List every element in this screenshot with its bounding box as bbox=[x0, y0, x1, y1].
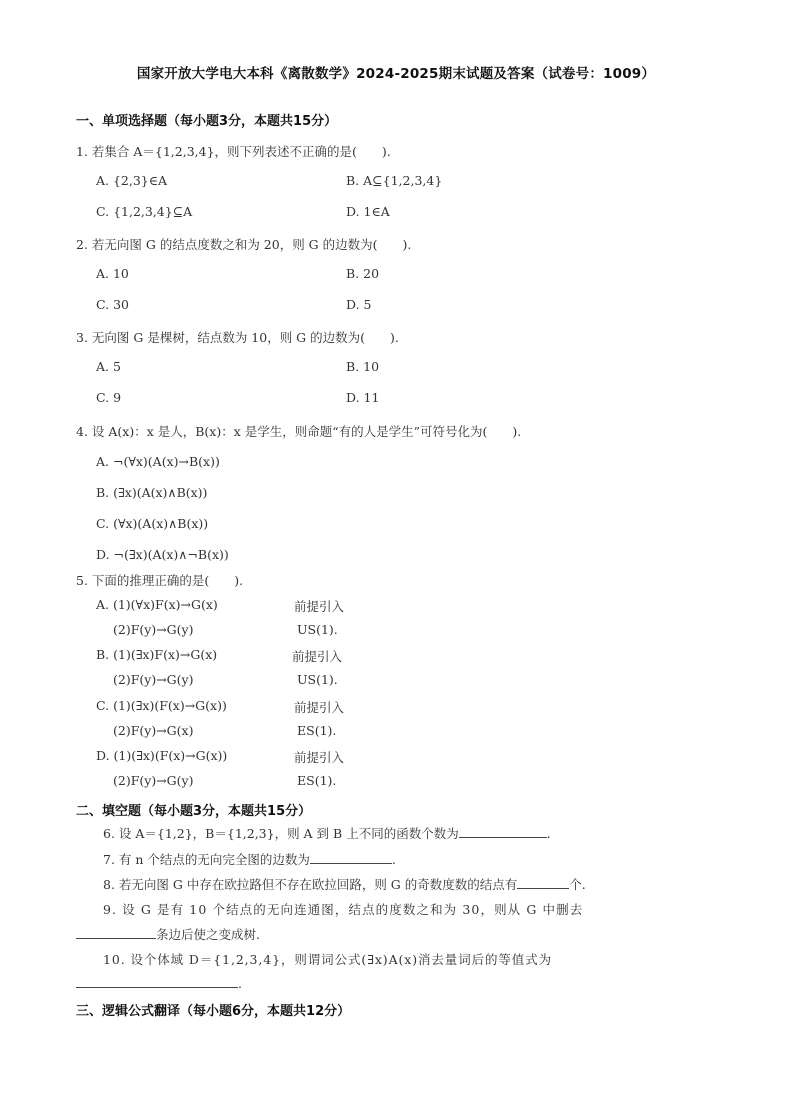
question-5-option-a-reason-1: 前提引入 bbox=[294, 599, 345, 614]
question-4-stem: 4. 设 A(x)：x 是人，B(x)：x 是学生，则命题“有的人是学生”可符号化为( ). bbox=[76, 424, 522, 439]
question-5-option-c-reason-1: 前提引入 bbox=[294, 700, 345, 715]
question-1-option-c: C. {1,2,3,4}⊆A bbox=[96, 204, 193, 219]
question-7 bbox=[103, 850, 396, 868]
question-8-end: 个. bbox=[569, 877, 586, 892]
question-5-option-d-reason-2: ES(1). bbox=[297, 773, 337, 788]
question-7-answer-blank[interactable] bbox=[310, 851, 392, 864]
question-5-option-d-reason-1: 前提引入 bbox=[294, 750, 345, 765]
question-2-option-b: B. 20 bbox=[346, 266, 380, 281]
section-heading-logic-translation: 三、逻辑公式翻译（每小题6分，本题共12分） bbox=[76, 1004, 351, 1019]
question-9-line-2 bbox=[76, 925, 260, 943]
question-5-option-b-reason-1: 前提引入 bbox=[292, 649, 343, 664]
question-9-end: 条边后使之变成树. bbox=[156, 927, 260, 942]
question-2-stem: 2. 若无向图 G 的结点度数之和为 20，则 G 的边数为( ). bbox=[76, 237, 412, 252]
question-4-option-a: A. ¬(∀x)(A(x)→B(x)) bbox=[96, 454, 220, 469]
question-3-stem: 3. 无向图 G 是棵树，结点数为 10，则 G 的边数为( ). bbox=[76, 330, 399, 345]
question-3-option-a: A. 5 bbox=[96, 359, 121, 374]
question-7-text: 7. 有 n 个结点的无向完全图的边数为 bbox=[103, 852, 310, 867]
question-9-line-1: 9. 设 G 是有 10 个结点的无向连通图，结点的度数之和为 30，则从 G 中删去 bbox=[103, 902, 584, 917]
question-1-stem: 1. 若集合 A＝{1,2,3,4}，则下列表述不正确的是( ). bbox=[76, 144, 391, 159]
question-7-end: . bbox=[391, 852, 396, 867]
question-8-answer-blank[interactable] bbox=[517, 876, 569, 889]
question-6-end: . bbox=[546, 826, 551, 841]
question-8-text: 8. 若无向图 G 中存在欧拉路但不存在欧拉回路，则 G 的奇数度数的结点有 bbox=[103, 877, 518, 892]
question-5-option-c-step-2: (2)F(y)→G(x) bbox=[113, 723, 194, 738]
question-1-option-b: B. A⊆{1,2,3,4} bbox=[346, 173, 443, 188]
question-5-option-d-step-1: D. (1)(∃x)(F(x)→G(x)) bbox=[96, 748, 228, 763]
question-2-option-a: A. 10 bbox=[96, 266, 129, 281]
question-6-text: 6. 设 A＝{1,2}，B＝{1,2,3}，则 A 到 B 上不同的函数个数为 bbox=[103, 826, 459, 841]
question-9-answer-blank[interactable] bbox=[76, 926, 156, 939]
question-5-option-b-reason-2: US(1). bbox=[297, 672, 338, 687]
question-6-answer-blank[interactable] bbox=[459, 825, 547, 838]
question-5-option-d-step-2: (2)F(y)→G(y) bbox=[113, 773, 194, 788]
section-heading-fill-in: 二、填空题（每小题3分，本题共15分） bbox=[76, 804, 312, 819]
question-3-option-c: C. 9 bbox=[96, 390, 122, 405]
question-4-option-b: B. (∃x)(A(x)∧B(x)) bbox=[96, 485, 208, 500]
page-title: 国家开放大学电大本科《离散数学》2024-2025期末试题及答案（试卷号：1009） bbox=[136, 66, 656, 82]
question-5-option-a-reason-2: US(1). bbox=[297, 622, 338, 637]
question-5-option-a-step-2: (2)F(y)→G(y) bbox=[113, 622, 194, 637]
question-5-option-b-step-1: B. (1)(∃x)F(x)→G(x) bbox=[96, 647, 218, 662]
question-5-stem: 5. 下面的推理正确的是( ). bbox=[76, 573, 244, 588]
question-1-option-a: A. {2,3}∈A bbox=[96, 173, 168, 188]
question-5-option-a-step-1: A. (1)(∀x)F(x)→G(x) bbox=[96, 597, 218, 612]
question-6 bbox=[103, 824, 551, 842]
question-3-option-b: B. 10 bbox=[346, 359, 380, 374]
question-5-option-c-reason-2: ES(1). bbox=[297, 723, 337, 738]
question-5-option-b-step-2: (2)F(y)→G(y) bbox=[113, 672, 194, 687]
question-4-option-d: D. ¬(∃x)(A(x)∧¬B(x)) bbox=[96, 547, 229, 562]
question-2-option-d: D. 5 bbox=[346, 297, 372, 312]
question-4-option-c: C. (∀x)(A(x)∧B(x)) bbox=[96, 516, 209, 531]
question-5-option-c-step-1: C. (1)(∃x)(F(x)→G(x)) bbox=[96, 698, 227, 713]
section-heading-multiple-choice: 一、单项选择题（每小题3分，本题共15分） bbox=[76, 114, 338, 129]
question-1-option-d: D. 1∈A bbox=[346, 204, 390, 219]
question-10-line-1: 10. 设个体域 D＝{1,2,3,4}，则谓词公式(∃x)A(x)消去量词后的等值式为 bbox=[103, 952, 553, 967]
question-8 bbox=[103, 875, 586, 893]
question-3-option-d: D. 11 bbox=[346, 390, 380, 405]
question-10-end: . bbox=[238, 976, 242, 991]
question-10-answer-blank[interactable] bbox=[76, 975, 238, 988]
question-10-line-2 bbox=[76, 975, 242, 991]
question-2-option-c: C. 30 bbox=[96, 297, 129, 312]
